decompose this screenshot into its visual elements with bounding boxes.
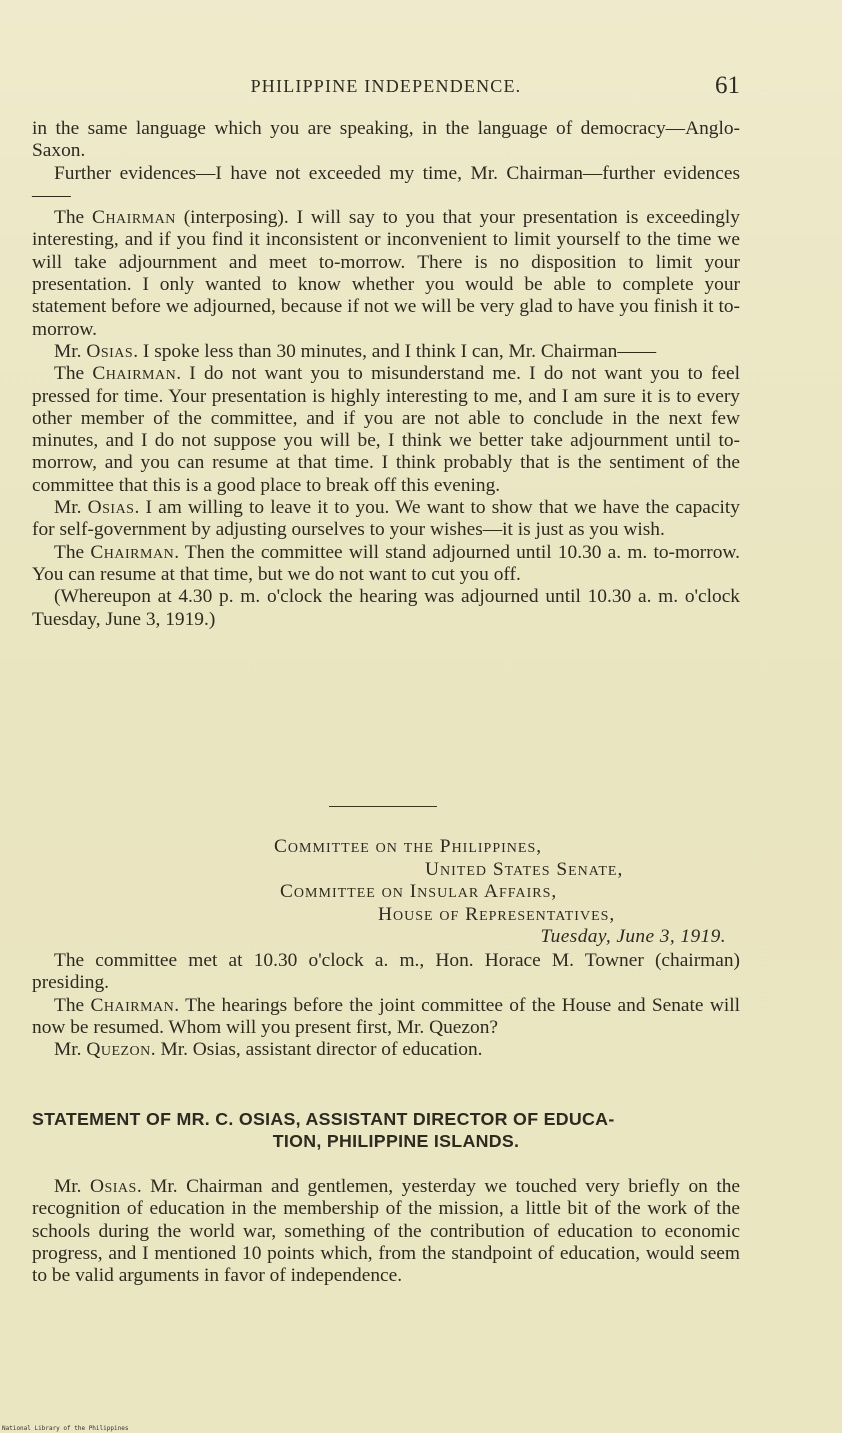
- paragraph-text: in the same language which you are speaking, in the language of democracy—Anglo-Saxon.: [32, 118, 740, 162]
- paragraph: [32, 1039, 740, 1061]
- paragraph: [32, 1176, 740, 1287]
- paragraph-text: (Whereupon at 4.30 p. m. o'clock the hearing was adjourned until 10.30 a. m. o'clock Tuesday, June 3, 1919.): [32, 586, 740, 630]
- library-credit: National Library of the Philippines: [2, 1425, 129, 1432]
- paragraph-text: . I do not want you to misunderstand me. I do not want you to feel pressed for time. Your presentation is highly interesting to me, and I am sure it is to every other member of the committee, and if you are not able to conclude in the next few minutes, and I do not suppose you will be, I think we better take adjournment until to-morrow, and you can resume at that time. I think probably that is the sentiment of the committee that this is a good place to break off this evening.: [32, 363, 740, 496]
- paragraph-text: . I spoke less than 30 minutes, and I think I can, Mr. Chairman——: [133, 340, 657, 362]
- statement-text: [32, 1176, 740, 1287]
- speaker-name: Osias: [89, 1176, 137, 1197]
- session-opening: [32, 950, 740, 1061]
- paragraph: [32, 950, 740, 995]
- paragraph-text: (interposing). I will say to you that your presentation is exceedingly interesting, and if you find it inconsistent or inconvenient to limit yourself to the time we will take adjournment and meet to-morrow. There is no disposition to limit your presentation. I only wanted to know whether you would be able to complete your statement before we adjourned, because if not we will be very glad to have you finish it to-morrow.: [32, 207, 740, 340]
- paragraph-text: The: [54, 541, 91, 563]
- paragraph-text: The committee met at 10.30 o'clock a. m., Hon. Horace M. Towner (chairman) presiding.: [32, 950, 740, 994]
- paragraph: [32, 995, 740, 1040]
- paragraph-text: . Mr. Osias, assistant director of education.: [150, 1039, 483, 1061]
- paragraph: [32, 542, 740, 587]
- paragraph: [32, 118, 740, 163]
- paragraph: [32, 163, 740, 208]
- paragraph: [32, 586, 740, 631]
- statement-heading-line-2: TION, PHILIPPINE ISLANDS.: [272, 1131, 520, 1151]
- paragraph-text: Mr.: [54, 1039, 87, 1061]
- session-dateline: [32, 836, 740, 949]
- paragraph-text: The: [54, 363, 93, 385]
- paragraph-text: Further evidences—I have not exceeded my time, Mr. Chairman—further evidences——: [32, 162, 740, 206]
- paragraph-text: . Then the committee will stand adjourned until 10.30 a. m. to-morrow. You can resume at that time, but we do not want to cut you off.: [32, 541, 740, 585]
- dateline-house: House of Representatives,: [378, 903, 616, 925]
- dateline-committee-philippines: Committee on the Philippines,: [274, 836, 543, 857]
- paragraph-text: The: [54, 207, 93, 229]
- paragraph-text: The: [54, 994, 91, 1016]
- statement-heading-line-1: STATEMENT OF MR. C. OSIAS, ASSISTANT DIRECTOR OF EDUCA-: [32, 1109, 615, 1129]
- speaker-name: Osias: [87, 497, 135, 519]
- statement-heading: [32, 1108, 740, 1152]
- speaker-name: Chairman: [90, 994, 175, 1016]
- page-number: 61: [715, 72, 740, 99]
- dateline-date: Tuesday, June 3, 1919.: [540, 926, 726, 948]
- section-divider: [329, 806, 437, 807]
- speaker-name: Quezon: [86, 1039, 151, 1061]
- paragraph-text: . The hearings before the joint committee of the House and Senate will now be resumed. Whom will you present first, Mr. Quezon?: [32, 994, 740, 1038]
- speaker-name: Chairman: [92, 207, 176, 229]
- hearing-transcript: [32, 118, 740, 631]
- paragraph: [32, 341, 740, 363]
- dateline-committee-insular: Committee on Insular Affairs,: [280, 881, 558, 903]
- dateline-senate: United States Senate,: [425, 858, 624, 880]
- running-head-title: PHILIPPINE INDEPENDENCE.: [250, 76, 522, 96]
- running-head: [32, 74, 740, 102]
- paragraph: [32, 363, 740, 497]
- paragraph-text: . Mr. Chairman and gentlemen, yesterday we touched very briefly on the recognition of education in the membership of the mission, a little bit of the work of the schools during the world war, something of the contribution of education to economic progress, and I mentioned 10 points which, from the standpoint of education, would seem to be valid arguments in favor of independence.: [32, 1176, 741, 1287]
- paragraph-text: Mr.: [54, 497, 88, 519]
- paragraph: [32, 207, 740, 341]
- paragraph: [32, 497, 740, 542]
- paragraph-text: Mr.: [54, 1176, 90, 1197]
- speaker-name: Chairman: [90, 541, 175, 563]
- speaker-name: Osias: [86, 340, 134, 362]
- paragraph-text: . I am willing to leave it to you. We want to show that we have the capacity for self-government by adjusting ourselves to your wishes—it is just as you wish.: [32, 497, 740, 541]
- paragraph-text: Mr.: [54, 340, 87, 362]
- speaker-name: Chairman: [92, 363, 177, 385]
